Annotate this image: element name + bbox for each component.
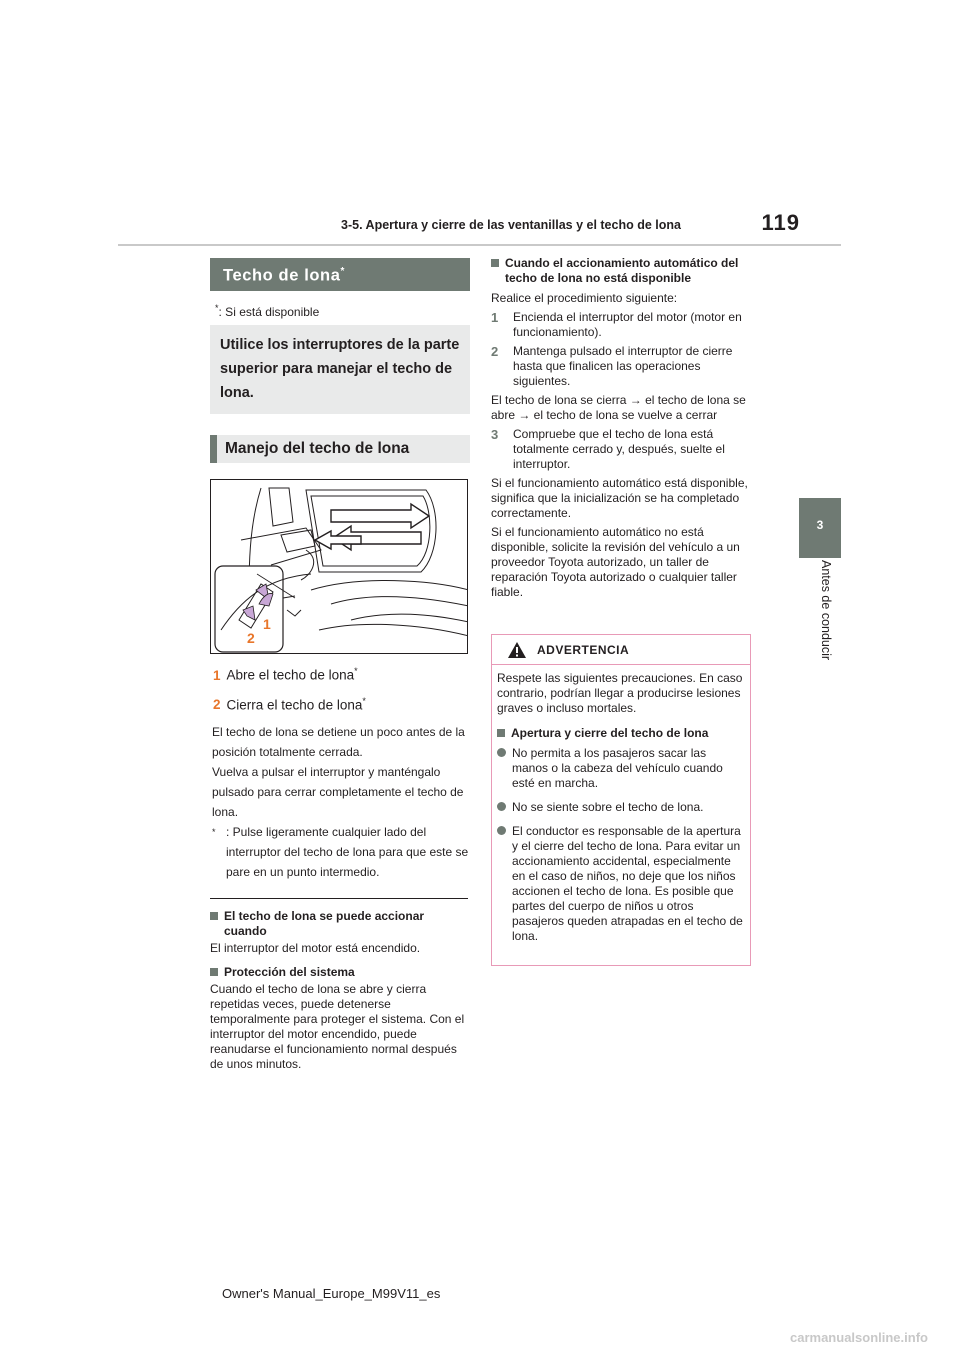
initialization-ok-text: Si el funcionamiento automático está disponible, significa que la inicialización se ha completado correctamente. [491,476,748,520]
intermediate-stop-note [212,822,470,882]
step-3-number: 3 [491,427,499,442]
auto-unavailable-heading [491,256,753,286]
chapter-tab-number: 3 [799,498,841,558]
square-bullet-icon [491,259,499,267]
watermark: carmanualsonline.info [790,1330,928,1345]
figure-label-2: 2 [247,630,255,646]
warning-bullet-3-text: El conductor es responsable de la apertura y el cierre del techo de lona. Para evitar un accionamiento accidental, especialmente en el caso de niños, no deje que los niños accionen el techo de lona. Es posible que partes del cuerpo de niños u otros pasajeros queden atrapadas en el techo de lona. [512,824,743,943]
chapter-tab [799,560,841,710]
round-bullet-icon [497,748,506,757]
warning-bullet-2 [497,800,745,815]
square-bullet-icon [497,729,505,737]
section-title-asterisk: * [340,266,346,277]
availability-note [215,303,470,319]
section-title-text: Techo de lona [223,266,341,285]
page-number: 119 [761,210,800,235]
callout-open [213,663,470,684]
warning-bullet-1-text: No permita a los pasajeros sacar las manos o la cabeza del vehículo cuando esté en marcha. [512,746,723,790]
warning-box [491,634,751,966]
step-3 [491,427,753,472]
note-asterisk: * [212,827,216,837]
header-rule [118,244,841,246]
operable-when-text: El interruptor del motor está encendido. [210,941,421,955]
step-2 [491,344,753,389]
callout-list [210,663,470,713]
left-column [210,258,470,1072]
warning-triangle-icon [507,641,527,659]
callout-open-asterisk: * [354,666,358,676]
callout-close-number: 2 [213,697,221,712]
operable-when-heading-text: El techo de lona se puede accionar cuando [224,909,425,938]
initialization-fail-text: Si el funcionamiento automático no está disponible, solicite la revisión del vehículo a un proveedor Toyota autorizado, un taller de reparación Toyota autorizado o cualquier taller fiable. [491,525,740,599]
step-2-number: 2 [491,344,499,359]
step-1-text: Encienda el interruptor del motor (motor en funcionamiento). [513,310,742,339]
warning-title: ADVERTENCIA [537,642,630,657]
callout-open-text: Abre el techo de lona [226,667,355,683]
callout-close [213,693,470,714]
chapter-tab-label: Antes de conducir [819,560,833,661]
section-divider [210,898,468,899]
right-column [491,256,753,600]
section-header: 3-5. Apertura y cierre de las ventanillas y el techo de lona [341,218,681,232]
step-3-text: Compruebe que el techo de lona está totalmente cerrado y, después, suelte el interruptor. [513,427,725,471]
availability-asterisk: * [215,303,219,313]
system-protection-text: Cuando el techo de lona se abre y cierra repetidas veces, puede detenerse temporalmente para proteger el sistema. Con el interruptor del motor encendido, puede reanudarse el funcionamiento normal después de unos minutos. [210,982,465,1071]
warning-heading-text: Apertura y cierre del techo de lona [511,726,709,740]
square-bullet-icon [210,968,218,976]
square-bullet-icon [210,912,218,920]
warning-body [492,665,750,944]
callout-open-number: 1 [213,667,221,683]
auto-unavailable-heading-text: Cuando el accionamiento automático del techo de lona no está disponible [505,256,739,285]
sequence-text: El techo de lona se cierra → el techo de lona se abre → el techo de lona se vuelve a cerrar [491,393,746,422]
stop-note: El techo de lona se detiene un poco antes de la posición totalmente cerrada. [212,725,465,759]
procedure-intro: Realice el procedimiento siguiente: [491,291,678,305]
warning-intro: Respete las siguientes precauciones. En caso contrario, podrían llegar a producirse lesiones graves o incluso mortales. [497,671,743,715]
warning-bullet-1 [497,746,745,791]
note-text: : Pulse ligeramente cualquier lado del interruptor del techo de lona para que este se pare en un punto intermedio. [226,825,469,879]
step-1-number: 1 [491,310,499,325]
availability-text: : Si está disponible [218,305,320,319]
close-fully-note: Vuelva a pulsar el interruptor y manténgalo pulsado para cerrar completamente el techo de lona. [212,765,464,819]
step-2-text: Mantenga pulsado el interruptor de cierre hasta que finalicen las operaciones siguientes. [513,344,733,388]
warning-bullet-3 [497,824,745,944]
warning-bullet-2-text: No se siente sobre el techo de lona. [512,800,704,814]
figure-label-1: 1 [263,616,271,632]
system-protection-heading-text: Protección del sistema [224,965,355,979]
callout-close-text: Cierra el techo de lona [226,697,363,712]
callout-close-asterisk: * [362,695,366,706]
roof-switch-illustration [210,479,468,654]
subsection-title: Manejo del techo de lona [210,435,470,463]
roof-switch-drawing [211,480,468,654]
round-bullet-icon [497,802,506,811]
system-protection-heading [210,965,470,980]
manual-id: Owner's Manual_Europe_M99V11_es [222,1286,441,1301]
warning-header [492,635,750,665]
operable-when-heading [210,909,470,939]
warning-heading [497,726,745,741]
round-bullet-icon [497,826,506,835]
section-title [210,258,470,291]
step-1 [491,310,753,340]
summary-box: Utilice los interruptores de la parte superior para manejar el techo de lona. [210,325,470,414]
